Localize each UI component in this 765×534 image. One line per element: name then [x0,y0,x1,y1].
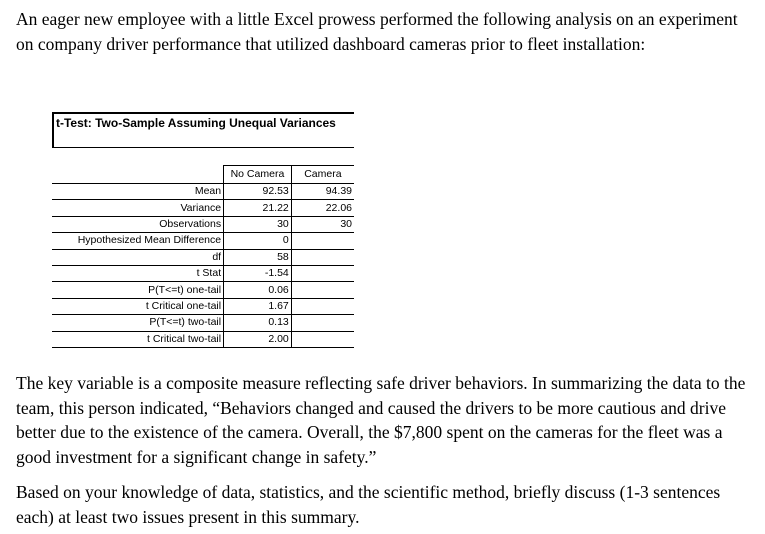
row-label: t Critical one-tail [52,298,224,314]
table-row [52,233,354,249]
camera-value [291,282,354,298]
ttest-title: t-Test: Two-Sample Assuming Unequal Variances [52,112,354,148]
table-row [52,216,354,232]
camera-value: 94.39 [291,184,354,200]
excel-ttest-output [52,112,354,347]
row-label: Mean [52,184,224,200]
table-row [52,298,354,314]
row-label: Variance [52,200,224,216]
intro-paragraph: An eager new employee with a little Excel prowess performed the following analysis on an experiment on company driver performance that utilized dashboard cameras prior to fleet installation: [16,9,738,54]
no-camera-value: 30 [224,216,292,232]
no-camera-value: 58 [224,249,292,265]
table-row [52,315,354,331]
no-camera-value: 0 [224,233,292,249]
row-label: df [52,249,224,265]
row-label: P(T<=t) one-tail [52,282,224,298]
row-label: Observations [52,216,224,232]
row-label: P(T<=t) two-tail [52,315,224,331]
camera-value: 30 [291,216,354,232]
no-camera-value: 1.67 [224,298,292,314]
row-label: t Stat [52,265,224,281]
no-camera-value: -1.54 [224,265,292,281]
camera-value [291,315,354,331]
camera-value: 22.06 [291,200,354,216]
camera-value [291,298,354,314]
table-row [52,282,354,298]
col-header-no-camera: No Camera [224,166,292,184]
no-camera-value: 92.53 [224,184,292,200]
table-row [52,331,354,347]
summary-paragraph: The key variable is a composite measure reflecting safe driver behaviors. In summarizing the data to the team, this person indicated, “Behaviors changed and caused the drivers to be more cautious and drive better due to the existence of the camera. Overall, the $7,800 spent on the cameras for the fleet was a good investment for a significant change in safety.” [16,373,746,467]
table-row [52,249,354,265]
table-row [52,184,354,200]
row-label: Hypothesized Mean Difference [52,233,224,249]
header-blank-cell [52,166,224,184]
camera-value [291,249,354,265]
table-header-row [52,166,354,184]
camera-value [291,233,354,249]
no-camera-value: 0.13 [224,315,292,331]
question-paragraph: Based on your knowledge of data, statistics, and the scientific method, briefly discuss (1-3 sentences each) at least two issues present in this summary. [16,482,721,527]
no-camera-value: 0.06 [224,282,292,298]
no-camera-value: 21.22 [224,200,292,216]
ttest-table [52,165,354,348]
table-row [52,200,354,216]
table-row [52,265,354,281]
no-camera-value: 2.00 [224,331,292,347]
col-header-camera: Camera [291,166,354,184]
camera-value [291,331,354,347]
camera-value [291,265,354,281]
row-label: t Critical two-tail [52,331,224,347]
